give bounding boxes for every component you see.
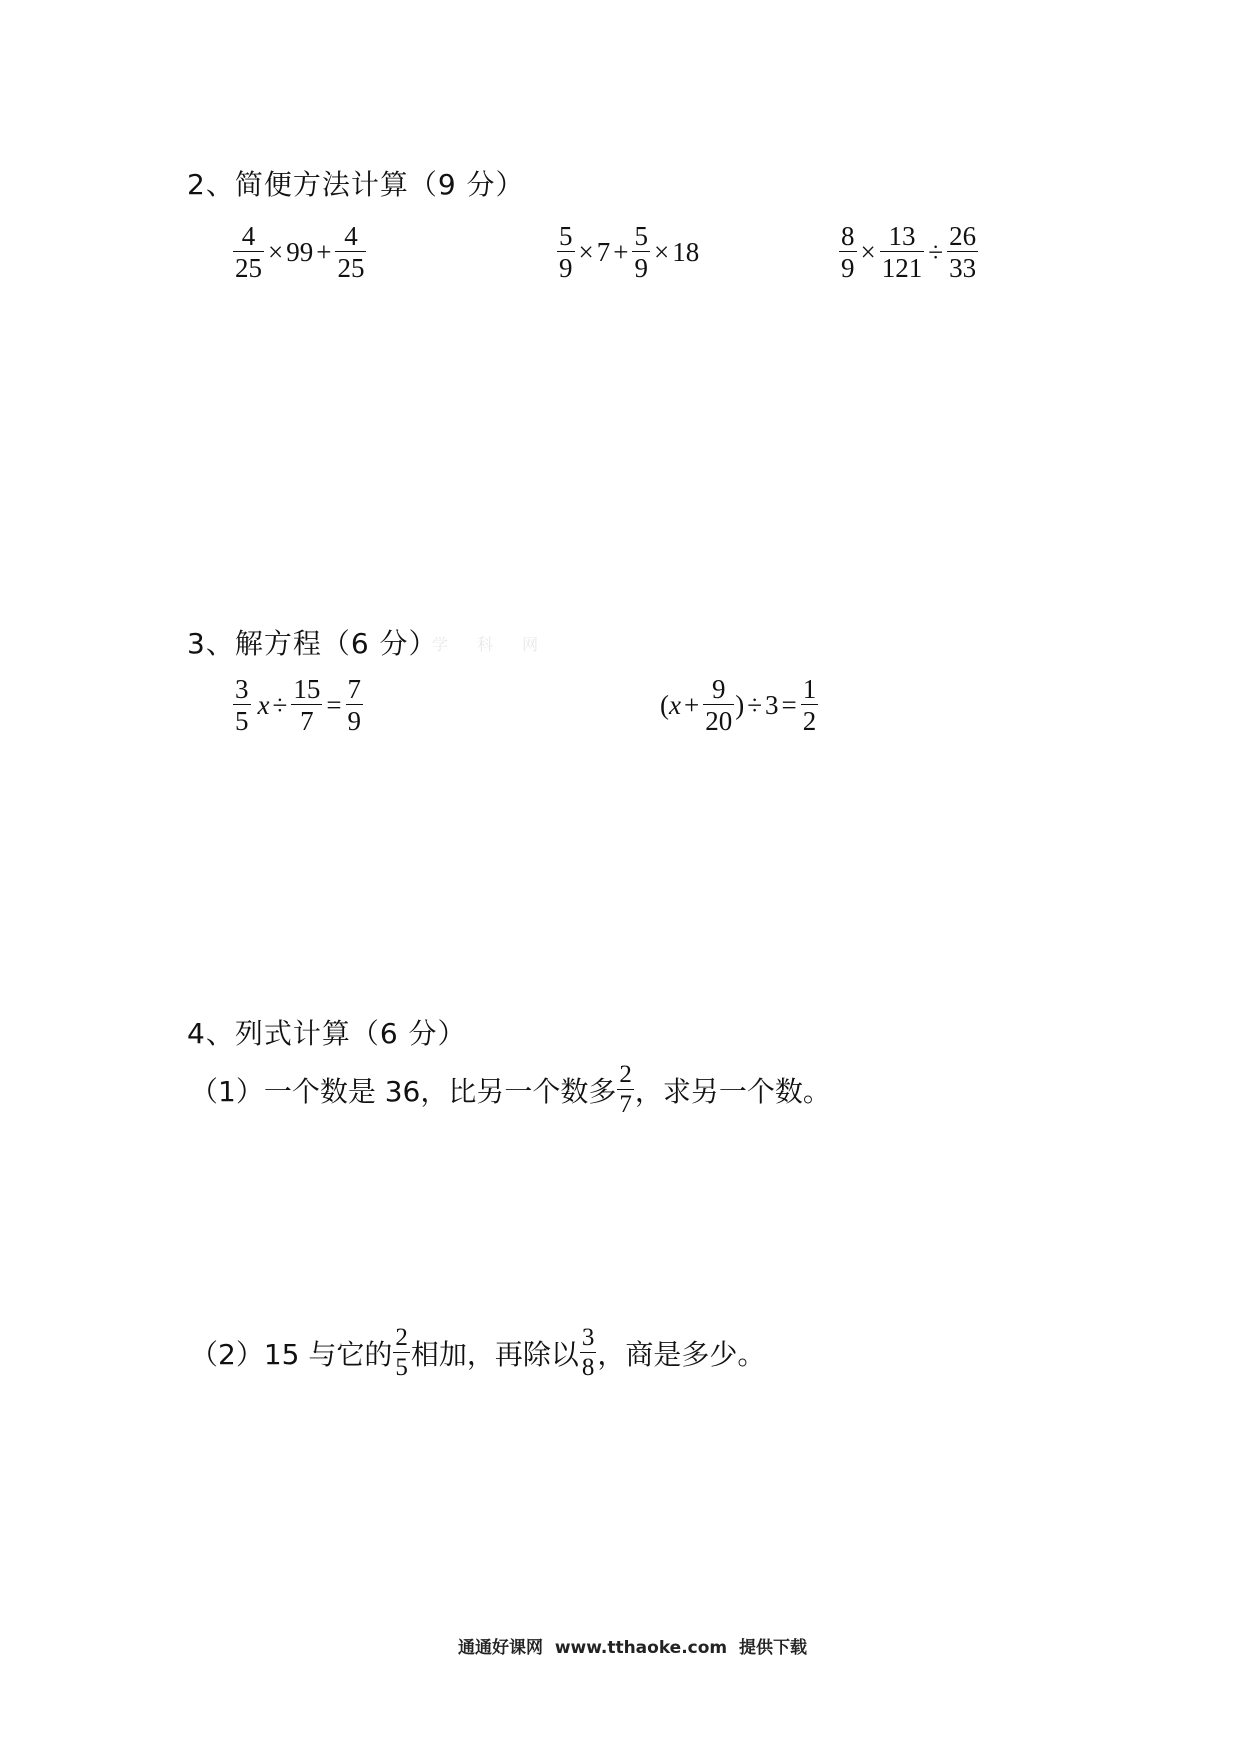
fraction: $\frac{4}{25}$ bbox=[337, 221, 365, 284]
section-2-heading: 2、简便方法计算（9 分） bbox=[187, 168, 525, 201]
problem-2-2: $\frac{5}{9}$ × 7 + $\frac{5}{9}$ × 18 bbox=[559, 221, 700, 284]
problem-2-1: $\frac{4}{25}$ × 99 + $\frac{4}{25}$ bbox=[235, 221, 365, 284]
fraction: $\frac{5}{9}$ bbox=[634, 221, 648, 284]
fraction: $\frac{15}{7}$ bbox=[293, 674, 321, 737]
fraction: $\frac{3}{5}$ bbox=[235, 674, 249, 737]
equation-3-1: $\frac{3}{5}$ x ÷ $\frac{15}{7}$ = $\frac{7}{9}$ bbox=[235, 674, 362, 737]
fraction: $\frac{1}{2}$ bbox=[802, 674, 817, 737]
footer-source-text: 通通好课网 www.tthaoke.com 提供下载 bbox=[458, 1638, 807, 1658]
watermark-text: 学 科 网 bbox=[432, 635, 551, 654]
question-4-1: （1）一个数是 36，比另一个数多 $\frac{2}{7}$ ，求另一个数。 bbox=[190, 1061, 831, 1119]
fraction: $\frac{8}{9}$ bbox=[841, 221, 855, 284]
fraction: $\frac{7}{9}$ bbox=[347, 674, 362, 737]
fraction: $\frac{4}{25}$ bbox=[235, 221, 262, 284]
fraction: $\frac{9}{20}$ bbox=[705, 674, 733, 737]
fraction: $\frac{13}{121}$ bbox=[881, 221, 923, 284]
question-4-2: （2）15 与它的 $\frac{2}{5}$ 相加，再除以 $\frac{3}{8}$ ，商是多少。 bbox=[190, 1324, 766, 1382]
problem-2-3: $\frac{8}{9}$ × $\frac{13}{121}$ ÷ $\frac{26}{33}$ bbox=[841, 221, 977, 284]
equation-3-2: ( x + $\frac{9}{20}$ ) ÷ 3 = $\frac{1}{2}$ bbox=[660, 674, 817, 737]
fraction: $\frac{3}{8}$ bbox=[581, 1324, 595, 1382]
fraction: $\frac{5}{9}$ bbox=[559, 221, 573, 284]
fraction: $\frac{2}{7}$ bbox=[619, 1061, 632, 1119]
fraction: $\frac{2}{5}$ bbox=[395, 1324, 408, 1382]
section-3-heading: 3、解方程（6 分） bbox=[187, 627, 438, 660]
section-4-heading: 4、列式计算（6 分） bbox=[187, 1017, 467, 1050]
fraction: $\frac{26}{33}$ bbox=[949, 221, 977, 284]
